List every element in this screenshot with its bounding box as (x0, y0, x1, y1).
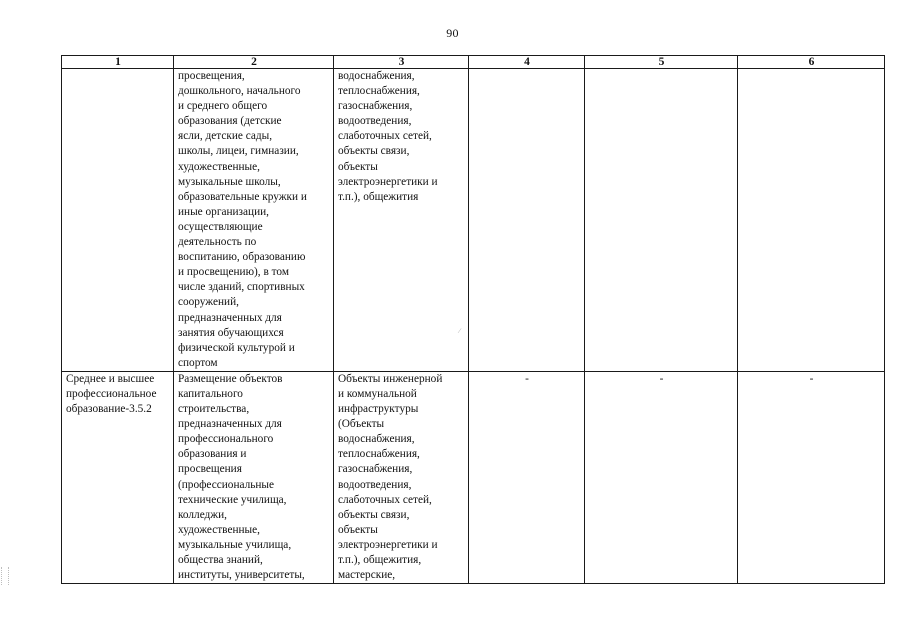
page-number: 90 (446, 26, 459, 40)
table-cell: Среднее и высшее профессиональное образование-3.5.2 (62, 371, 174, 583)
table-cell: - (469, 371, 585, 583)
scan-margin-mark (1, 567, 9, 585)
table-cell: - (585, 371, 738, 583)
regulations-table (61, 55, 885, 584)
table-cell (469, 69, 585, 372)
column-header: 2 (174, 56, 334, 69)
table-cell (585, 69, 738, 372)
column-header: 5 (585, 56, 738, 69)
table-cell: Размещение объектов капитального строительства, предназначенных для профессионального образования и просвещения (профессиональные технические училища, колледжи, художественные, музыкальные училища, общества знаний, институты, университеты, (174, 371, 334, 583)
table-header-row (62, 56, 885, 69)
table-row (62, 371, 885, 583)
scan-speck-mark: ∕ (459, 327, 461, 335)
table-cell (738, 69, 885, 372)
column-header: 1 (62, 56, 174, 69)
table-cell: просвещения, дошкольного, начального и среднего общего образования (детские ясли, детские сады, школы, лицеи, гимназии, художественные, музыкальные школы, образовательные кружки и иные организации, осуществляющие деятельность по воспитанию, образованию и просвещению), в том числе зданий, спортивных сооружений, предназначенных для занятия обучающихся физической культурой и спортом (174, 69, 334, 372)
table-cell (62, 69, 174, 372)
column-header: 4 (469, 56, 585, 69)
table-cell: Объекты инженерной и коммунальной инфраструктуры (Объекты водоснабжения, теплоснабжения, газоснабжения, водоотведения, слаботочных сетей, объекты связи, объекты электроэнергетики и т.п.), общежития, мастерские, (334, 371, 469, 583)
table-cell: - (738, 371, 885, 583)
table-row (62, 69, 885, 372)
column-header: 3 (334, 56, 469, 69)
table-cell: водоснабжения, теплоснабжения, газоснабжения, водоотведения, слаботочных сетей, объекты связи, объекты электроэнергетики и т.п.), общежития (334, 69, 469, 372)
column-header: 6 (738, 56, 885, 69)
